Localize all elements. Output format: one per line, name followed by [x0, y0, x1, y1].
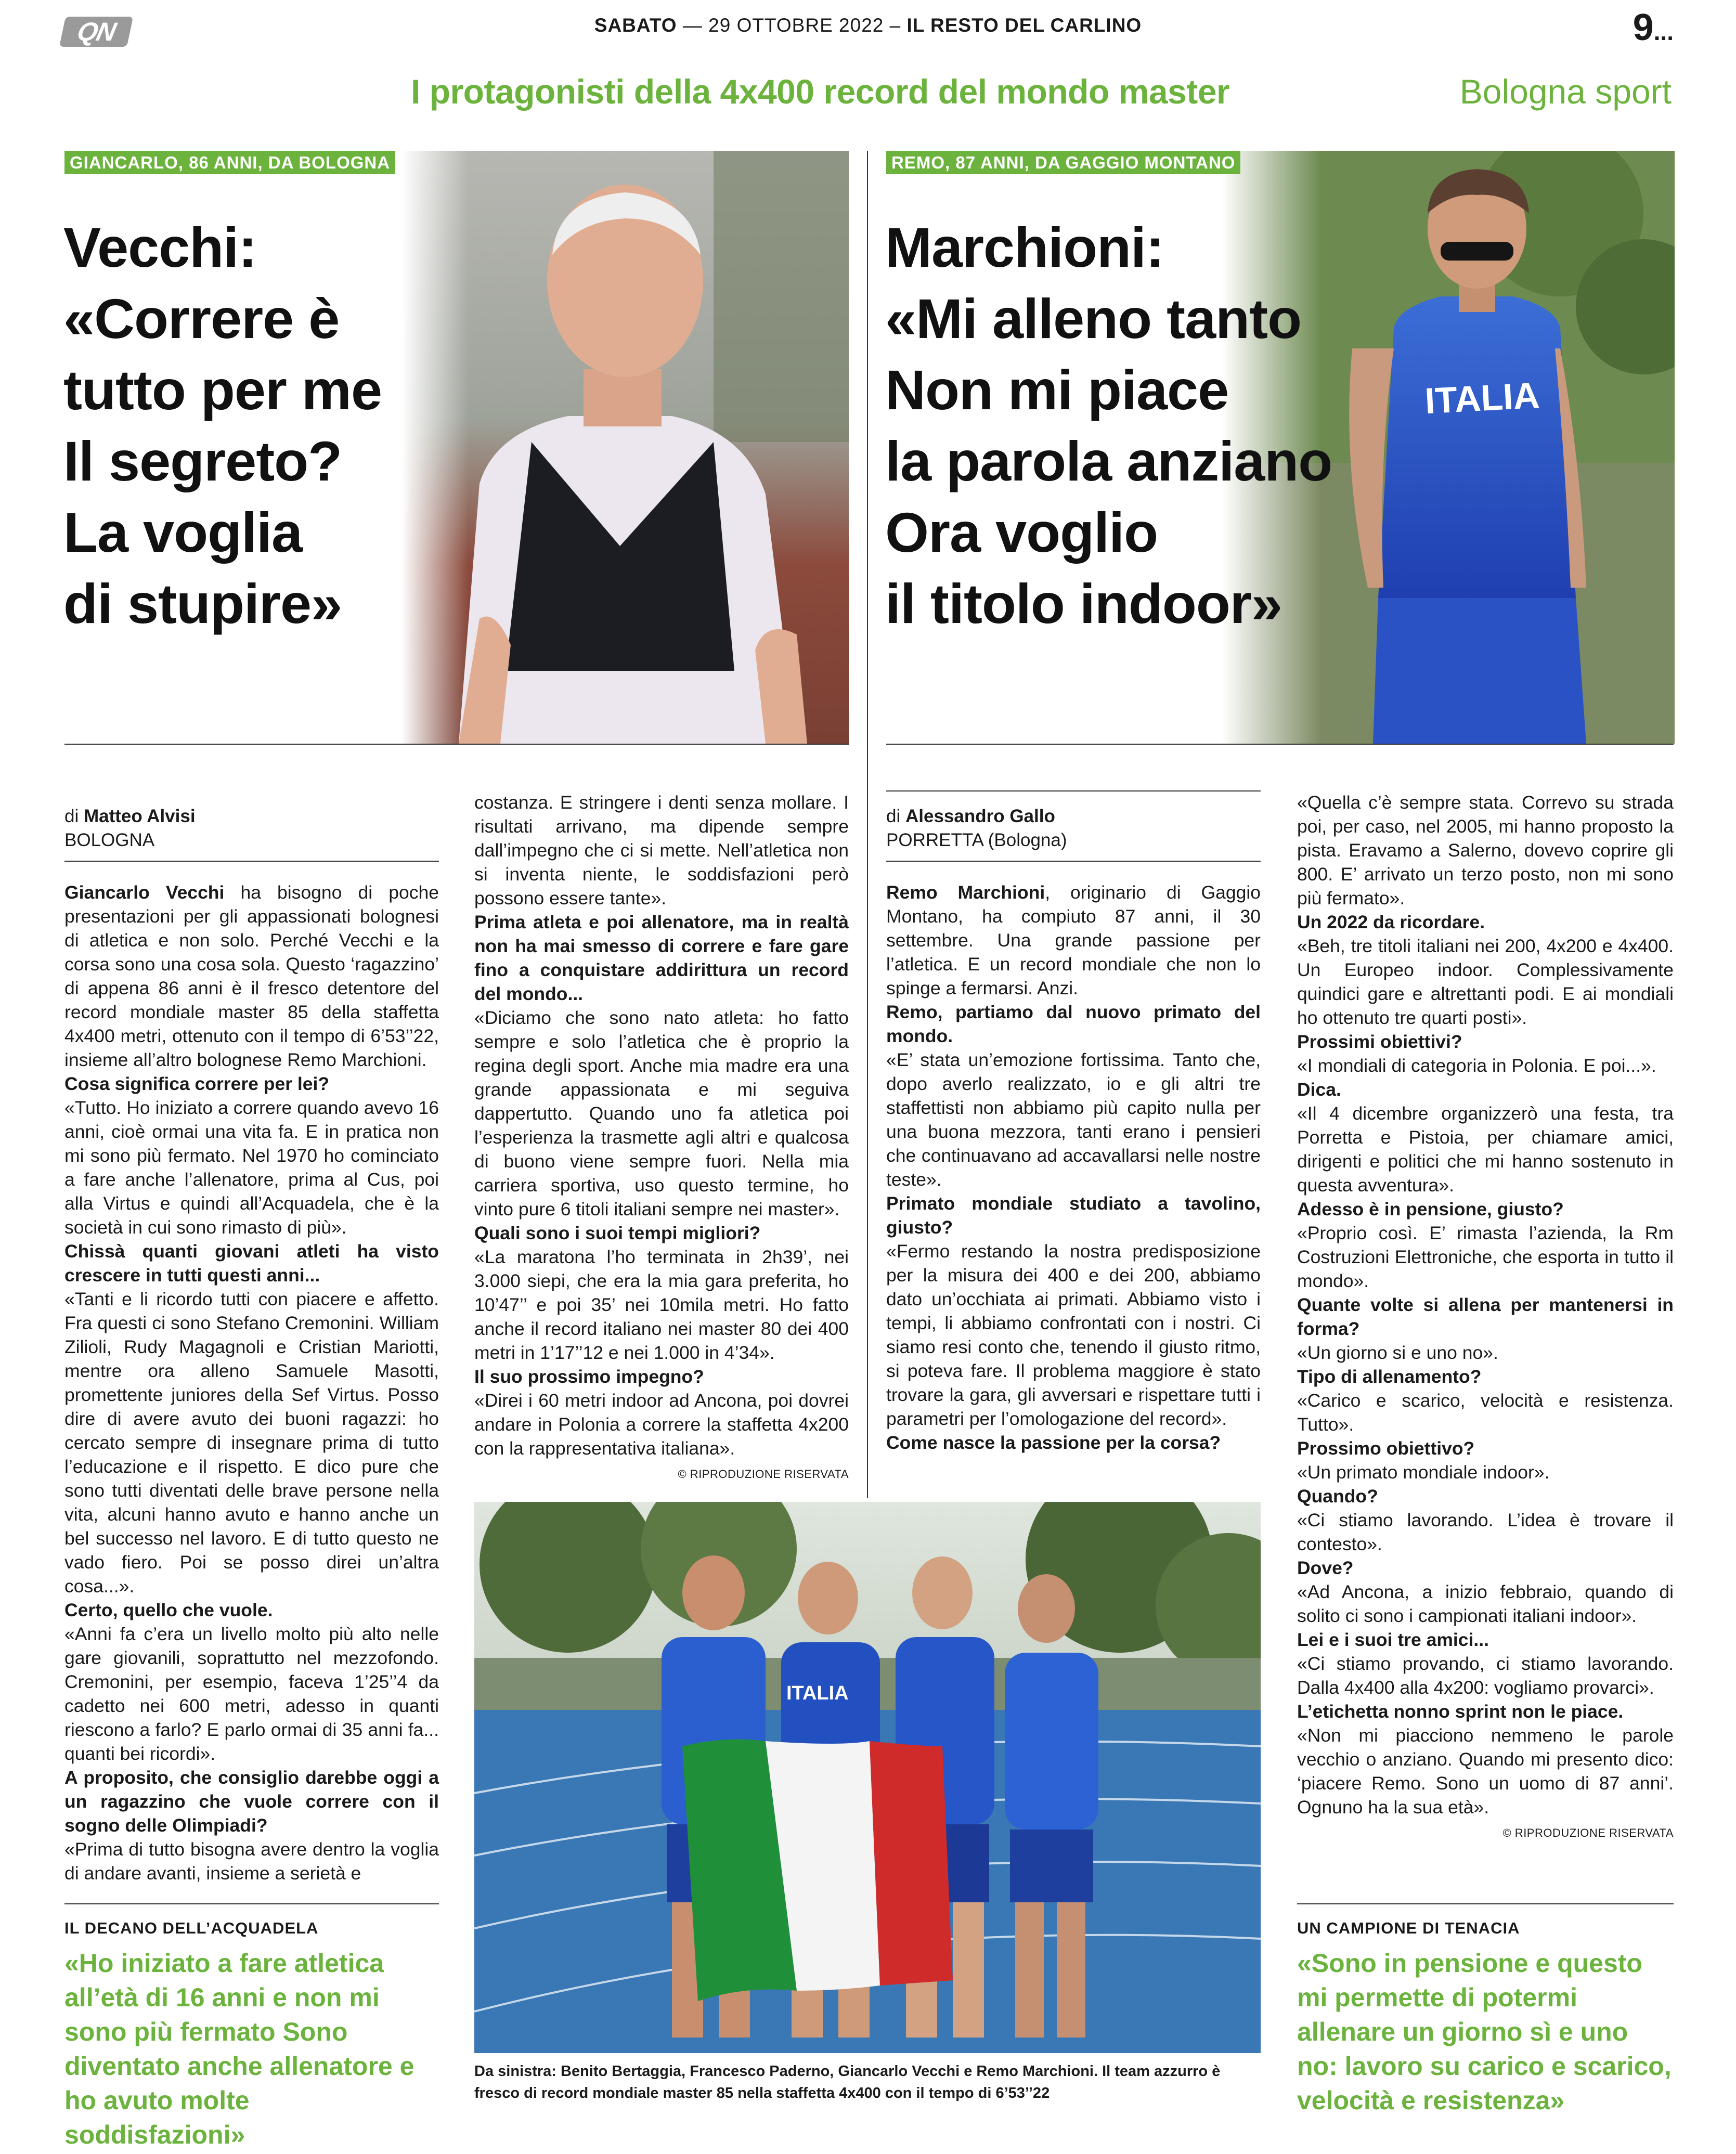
pull-label-left: IL DECANO DELL’ACQUADELA: [64, 1919, 319, 1937]
question: Primato mondiale studiato a tavolino, giusto?: [886, 1193, 1261, 1238]
byline-rule-right: [886, 861, 1261, 862]
question: Dove?: [1297, 1558, 1354, 1578]
byline-location: PORRETTA (Bologna): [886, 830, 1067, 850]
headline-vecchi: Vecchi: «Correre è tutto per me Il segreto? La voglia di stupire»: [63, 216, 382, 635]
tag-marchioni: REMO, 87 ANNI, DA GAGGIO MONTANO: [886, 151, 1240, 174]
section-name: Bologna sport: [1459, 72, 1672, 111]
question: Come nasce la passione per la corsa?: [886, 1432, 1221, 1453]
article-marchioni-col1: [886, 880, 1261, 1455]
byline-vecchi: di Matteo Alvisi BOLOGNA: [64, 804, 439, 852]
answer: costanza. E stringere i denti senza mollare. I risultati arrivano, ma dipende sempre dall’impegno che ci si mette. Nell’atletica non si inventa niente, le soddisfazioni però possono essere tante».: [474, 792, 849, 909]
answer: «I mondiali di categoria in Polonia. E poi...».: [1297, 1055, 1656, 1076]
right-rule: [886, 744, 1674, 745]
left-rule: [64, 744, 849, 745]
answer: «Un giorno si e uno no».: [1297, 1342, 1498, 1363]
question: Quali sono i suoi tempi migliori?: [474, 1223, 761, 1243]
pull-label-right: UN CAMPIONE DI TENACIA: [1297, 1919, 1520, 1937]
qn-logo: QN: [59, 17, 133, 47]
article-marchioni-col2: [1297, 790, 1674, 1845]
copyright-right: © RIPRODUZIONE RISERVATA: [1502, 1826, 1674, 1839]
tag-vecchi: GIANCARLO, 86 ANNI, DA BOLOGNA: [64, 151, 395, 174]
byline-rule-right-top: [886, 790, 1261, 791]
italian-flag: [682, 1740, 953, 2001]
svg-text:ITALIA: ITALIA: [1423, 374, 1540, 422]
dateline-date: 29 OTTOBRE 2022: [708, 15, 884, 36]
question: Adesso è in pensione, giusto?: [1297, 1199, 1564, 1219]
answer: «Ci stiamo provando, ci stiamo lavorando. Dalla 4x400 alla 4x200: vogliamo provarci».: [1297, 1653, 1674, 1698]
dateline-paper: IL RESTO DEL CARLINO: [906, 15, 1142, 36]
question: Prossimo obiettivo?: [1297, 1438, 1475, 1459]
answer: «Tanti e li ricordo tutti con piacere e affetto. Fra questi ci sono Stefano Cremonini. William Zilioli, Rudy Magagnoli e Cristian Mariotti, mentre ora alleno Samuele Masotti, promettente juniores della Sef Virtus. Posso dire di avere avuto dei buoni ragazzi: ho cercato sempre di insegnare prima di tutto l’educazione e il rispetto. E dico pure che sono tutti diventati delle brave persone nella vita, alcuni hanno avuto e hanno anche un bel successo nel lavoro. E di tutto questo ne vado fiero. Poi se posso direi un’altra cosa...».: [64, 1289, 439, 1597]
answer: «Tutto. Ho iniziato a correre quando avevo 16 anni, cioè ormai una vita fa. E in pratica non mi sono più fermato. Nel 1970 ho cominciato a fare anche l’allenatore, prima al Cus, poi alla Virtus e quindi all’Acquadela, che è la società in cui sono rimasto di più».: [64, 1097, 439, 1238]
answer: «Fermo restando la nostra predisposizione per la misura dei 400 e dei 200, abbiamo dato un’occhiata ai primati. Abbiamo visto i tempi, li abbiamo confrontati con i nostri. Ci siamo resi conto che, tenendo il giusto ritmo, si poteva fare. Il problema maggiore è stato trovare la gara, gli avversari e rispettare tutti i parametri per l’omologazione del record».: [886, 1241, 1261, 1429]
pull-rule-right: [1297, 1903, 1674, 1904]
author-name: Matteo Alvisi: [83, 806, 196, 826]
author-name: Alessandro Gallo: [905, 806, 1055, 826]
answer: «Un primato mondiale indoor».: [1297, 1462, 1550, 1483]
copyright-left: © RIPRODUZIONE RISERVATA: [678, 1468, 849, 1481]
question: Quante volte si allena per mantenersi in forma?: [1297, 1294, 1674, 1339]
vecchi-portrait-illustration: [401, 151, 849, 744]
question: A proposito, che consiglio darebbe oggi a un ragazzino che vuole correre con il sogno delle Olimpiadi?: [64, 1767, 439, 1836]
answer: «Prima di tutto bisogna avere dentro la voglia di andare avanti, insieme a serietà e: [64, 1839, 439, 1884]
answer: «Proprio così. E’ rimasta l’azienda, la Rm Costruzioni Elettroniche, che esporta in tutto il mondo».: [1297, 1223, 1674, 1291]
team-photo: [474, 1502, 1261, 2053]
question: Lei e i suoi tre amici...: [1297, 1629, 1489, 1650]
page-number: 9...: [1633, 7, 1674, 48]
question: Un 2022 da ricordare.: [1297, 912, 1485, 932]
question: Prima atleta e poi allenatore, ma in realtà non ha mai smesso di correre e fare gare fino a conquistare addirittura un record del mondo...: [474, 912, 849, 1004]
article-vecchi-col1: [64, 880, 439, 1885]
question: L’etichetta nonno sprint non le piace.: [1297, 1701, 1624, 1722]
answer: «Direi i 60 metri indoor ad Ancona, poi dovrei andare in Polonia a correre la staffetta 4x200 con la rappresentativa italiana».: [474, 1390, 849, 1459]
byline-marchioni: di Alessandro Gallo PORRETTA (Bologna): [886, 804, 1261, 852]
answer: «Diciamo che sono nato atleta: ho fatto sempre e solo l’atletica che è proprio la regina degli sport. Anche mia madre era una grande appassionata e mi seguiva dappertutto. Quando uno fa atletica poi l’esperienza la trasmette agli altri e qualcosa di buono viene sempre fuori. Nella mia carriera sportiva, uso questo termine, ho vinto pure 6 titoli italiani sempre nei master».: [474, 1007, 849, 1219]
question: Tipo di allenamento?: [1297, 1366, 1482, 1387]
byline-location: BOLOGNA: [64, 830, 155, 850]
answer: «Quella c’è sempre stata. Correvo su strada poi, per caso, nel 2005, mi hanno proposto la pista. Eravamo a Salerno, dovevo coprire gli 800. E’ arrivato un terzo posto, non mi sono più fermato».: [1297, 792, 1674, 909]
answer: «La maratona l’ho terminata in 2h39’, nei 3.000 siepi, che era la mia gara preferita, ho 10’47’’ e poi 35’ nei 10mila metri. Ho fatto anche il record italiano nei master 80 dei 400 metri in 1’17’’12 e nei 1.000 in 4’34».: [474, 1247, 849, 1363]
question: Chissà quanti giovani atleti ha visto crescere in tutti questi anni...: [64, 1241, 439, 1286]
article-vecchi-col2: [474, 790, 849, 1486]
paragraph: Giancarlo Vecchi ha bisogno di poche presentazioni per gli appassionati bolognesi di atletica e non solo. Perché Vecchi e la corsa sono una cosa sola. Questo ‘ragazzino’ di appena 86 anni è il fresco detentore del record mondiale master 85 della staffetta 4x400 metri, ottenuto con il tempo di 6’53’’22, insieme all’altro bolognese Remo Marchioni.: [64, 882, 439, 1070]
answer: «E’ stata un’emozione fortissima. Tanto che, dopo averlo realizzato, io e gli altri tre staffettisti non abbiamo più capito nulla per una buona mezzora, tanti erano i pensieri che continuavano ad accavallarsi nelle nostre teste».: [886, 1049, 1261, 1190]
question: Quando?: [1297, 1486, 1378, 1507]
answer: «Ci stiamo lavorando. L’idea è trovare il contesto».: [1297, 1510, 1674, 1554]
center-divider: [867, 151, 868, 1498]
photo-vecchi: [401, 151, 849, 744]
svg-text:ITALIA: ITALIA: [786, 1682, 849, 1704]
answer: «Ad Ancona, a inizio febbraio, quando di solito ci sono i campionati italiani indoor».: [1297, 1581, 1674, 1626]
answer: «Non mi piacciono nemmeno le parole vecchio o anziano. Quando mi presento dico: ‘piacere Remo. Sono un uomo di 87 anni’. Ognuno ha la sua età».: [1297, 1725, 1674, 1818]
pull-quote-left: «Ho iniziato a fare atletica all’età di 16 anni e non mi sono più fermato Sono diventato anche allenatore e ho avuto molte soddisfazioni»: [64, 1949, 414, 2149]
question: Dica.: [1297, 1079, 1341, 1100]
answer: «Anni fa c’era un livello molto più alto nelle gare giovanili, soprattutto nel mezzofondo. Cremonini, per esempio, faceva 1’25’’4 da cadetto nei 600 metri, adesso in quanti riescono a farlo? E parlo ormai di 35 anni fa... quanti bei ricordi».: [64, 1624, 439, 1764]
question: Il suo prossimo impegno?: [474, 1366, 704, 1387]
answer: «Beh, tre titoli italiani nei 200, 4x200 e 4x400. Un Europeo indoor. Complessivamente quindici gare e altrettanti podi. E ai mondiali ho ottenuto tre quarti posti».: [1297, 936, 1674, 1028]
paragraph: Remo Marchioni, originario di Gaggio Montano, ha compiuto 87 anni, il 30 settembre. Una grande passione per l’atletica. E un record mondiale che non lo spinge a fermarsi. Anzi.: [886, 882, 1261, 998]
pull-rule-left: [64, 1903, 439, 1904]
question: Prossimi obiettivi?: [1297, 1031, 1462, 1052]
pull-quote-right: «Sono in pensione e questo mi permette di potermi allenare un giorno sì e uno no: lavoro su carico e scarico, velocità e resistenza»: [1297, 1949, 1672, 2115]
question: Certo, quello che vuole.: [64, 1600, 273, 1620]
team-photo-illustration: [474, 1502, 1261, 2053]
question: Remo, partiamo dal nuovo primato del mondo.: [886, 1002, 1261, 1046]
byline-rule-left: [64, 861, 439, 862]
question: Cosa significa correre per lei?: [64, 1073, 330, 1094]
dateline-day: SABATO: [594, 15, 677, 36]
answer: «Il 4 dicembre organizzerò una festa, tra Porretta e Pistoia, per chiamare amici, dirigenti e politici che mi hanno sostenuto in questa avventura».: [1297, 1103, 1674, 1196]
masthead: [62, 9, 1674, 51]
section-title: I protagonisti della 4x400 record del mondo master: [411, 72, 1230, 111]
dateline: SABATO — 29 OTTOBRE 2022 – IL RESTO DEL CARLINO: [594, 15, 1142, 36]
photo-caption: Da sinistra: Benito Bertaggia, Francesco Paderno, Giancarlo Vecchi e Remo Marchioni. Il team azzurro è fresco di record mondiale master 85 nella staffetta 4x400 con il tempo di 6’53’’22: [474, 2063, 1221, 2101]
headline-marchioni: Marchioni: «Mi alleno tanto Non mi piace la parola anziano Ora voglio il titolo indoor»: [885, 216, 1332, 635]
answer: «Carico e scarico, velocità e resistenza. Tutto».: [1297, 1390, 1674, 1435]
